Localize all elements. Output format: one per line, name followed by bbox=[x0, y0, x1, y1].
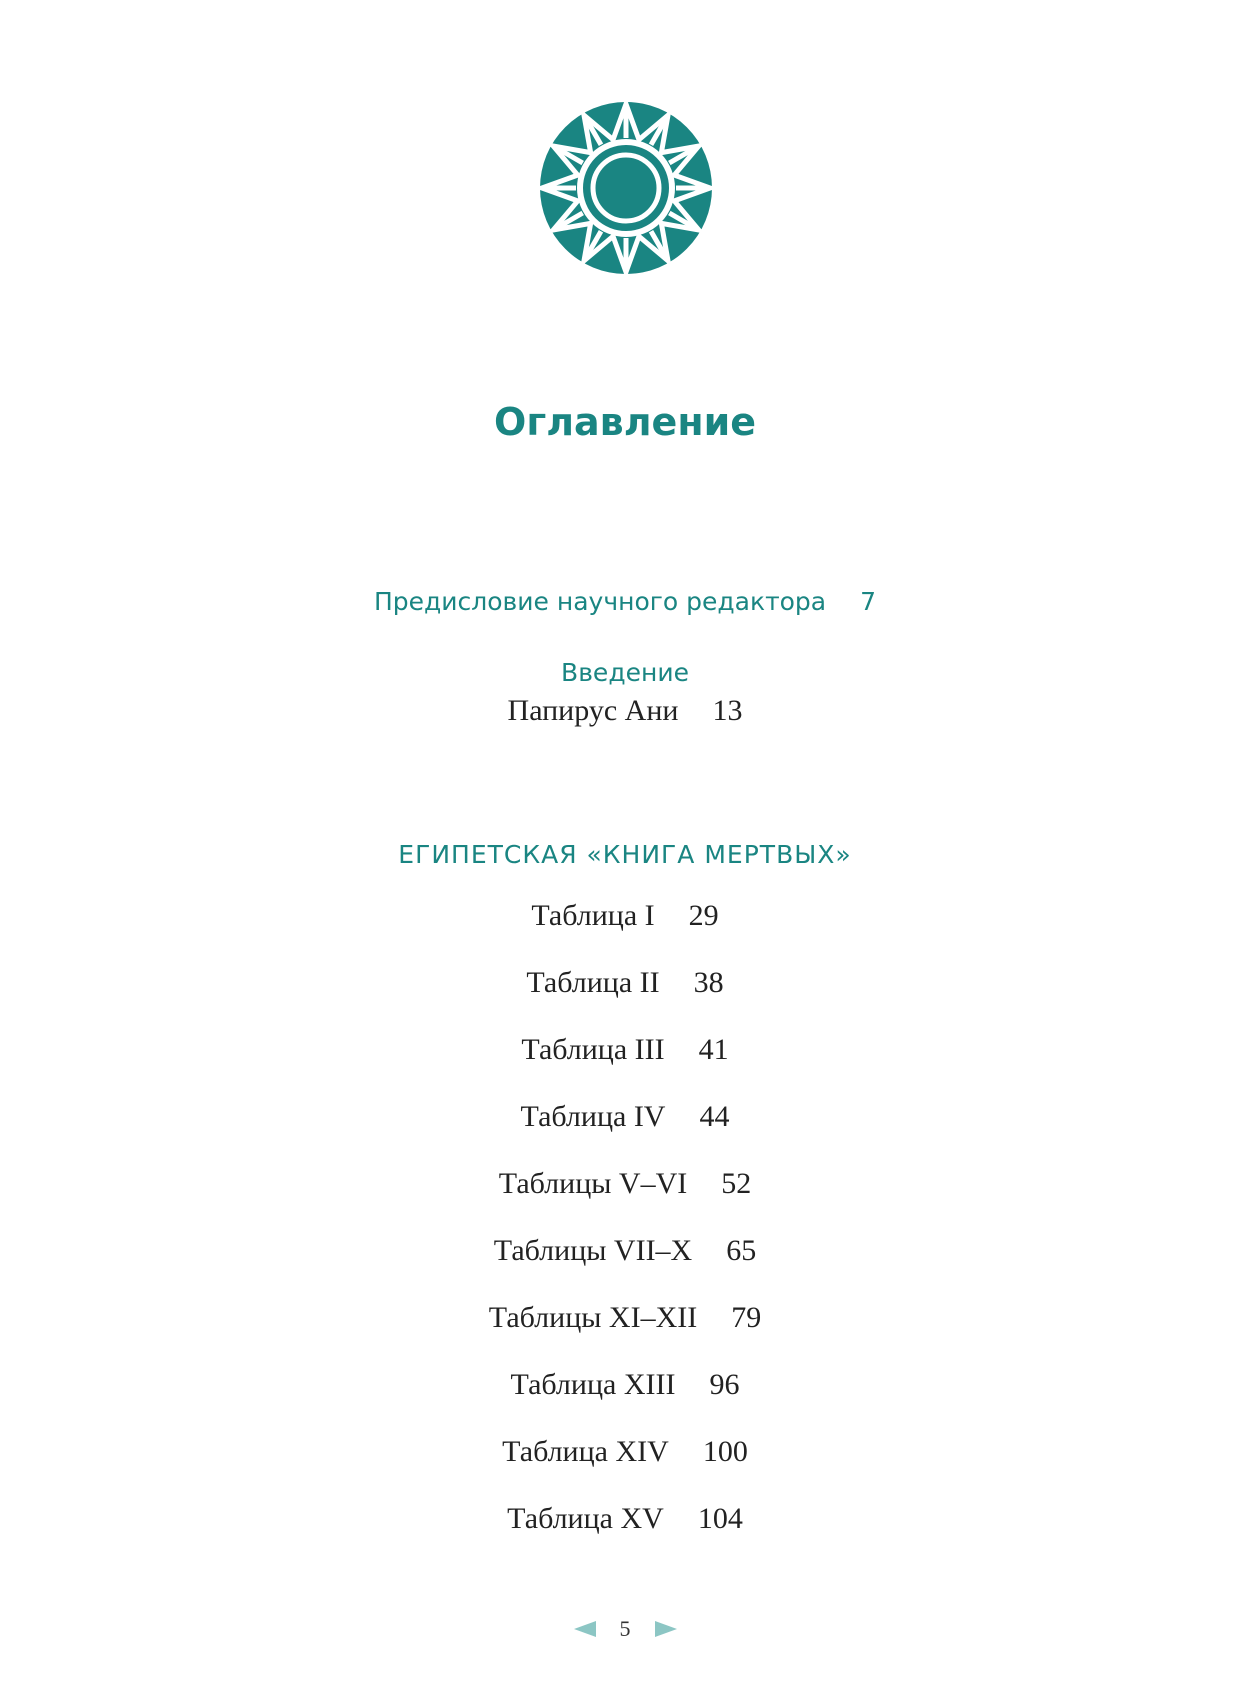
toc-entry-page: 41 bbox=[698, 1033, 729, 1066]
toc-entry-page: 44 bbox=[699, 1100, 730, 1133]
toc-entry-table[interactable] bbox=[0, 964, 1250, 1002]
toc-entry-table[interactable] bbox=[0, 897, 1250, 935]
toc-entry-label: Предисловие научного редактора bbox=[373, 587, 827, 616]
toc-entry-label: Таблица XV bbox=[507, 1502, 664, 1535]
toc-entry-label: Таблицы XI–XII bbox=[488, 1301, 698, 1334]
page-title: Оглавление bbox=[494, 400, 756, 444]
toc-entry-preface[interactable] bbox=[0, 585, 1250, 619]
toc-entry-table[interactable] bbox=[0, 1031, 1250, 1069]
toc-entry-page: 52 bbox=[721, 1167, 752, 1200]
toc-entry-table[interactable] bbox=[0, 1232, 1250, 1270]
toc-entry-table[interactable] bbox=[0, 1299, 1250, 1337]
toc-entry-page: 7 bbox=[860, 587, 877, 616]
toc-entry-label: Таблица XIII bbox=[510, 1368, 676, 1401]
toc-entry-table[interactable] bbox=[0, 1366, 1250, 1404]
toc-entry-label: Таблица XIV bbox=[502, 1435, 669, 1468]
toc-entry-papyrus[interactable] bbox=[0, 692, 1250, 730]
toc-entry-label: Таблица III bbox=[521, 1033, 665, 1066]
toc-entry-label: Таблицы VII–X bbox=[493, 1234, 693, 1267]
toc-entry-page: 100 bbox=[702, 1435, 748, 1468]
sun-emblem-icon bbox=[538, 100, 714, 276]
toc-entry-label: Таблица II bbox=[526, 966, 660, 999]
toc-entry-table[interactable] bbox=[0, 1165, 1250, 1203]
triangle-right-icon[interactable] bbox=[655, 1621, 677, 1637]
toc-entry-page: 65 bbox=[726, 1234, 757, 1267]
toc-entry-label: Папирус Ани bbox=[507, 694, 679, 727]
toc-entry-page: 38 bbox=[693, 966, 724, 999]
page-number: 5 bbox=[619, 1615, 631, 1641]
toc-entry-table[interactable] bbox=[0, 1433, 1250, 1471]
page-navigator bbox=[0, 1612, 1250, 1642]
toc-entry-table[interactable] bbox=[0, 1500, 1250, 1538]
triangle-left-icon[interactable] bbox=[574, 1621, 596, 1637]
toc-entry-page: 29 bbox=[688, 899, 719, 932]
toc-entry-label: Таблица I bbox=[531, 899, 655, 932]
toc-entry-page: 13 bbox=[712, 694, 743, 727]
toc-entry-page: 96 bbox=[709, 1368, 740, 1401]
toc-section-introduction: Введение bbox=[561, 658, 689, 687]
toc-entry-label: Таблица IV bbox=[520, 1100, 666, 1133]
toc-section-book-of-dead: ЕГИПЕТСКАЯ «КНИГА МЕРТВЫХ» bbox=[398, 840, 852, 869]
toc-entry-label: Таблицы V–VI bbox=[498, 1167, 688, 1200]
toc-entry-page: 79 bbox=[731, 1301, 762, 1334]
toc-entry-page: 104 bbox=[697, 1502, 743, 1535]
toc-entry-table[interactable] bbox=[0, 1098, 1250, 1136]
